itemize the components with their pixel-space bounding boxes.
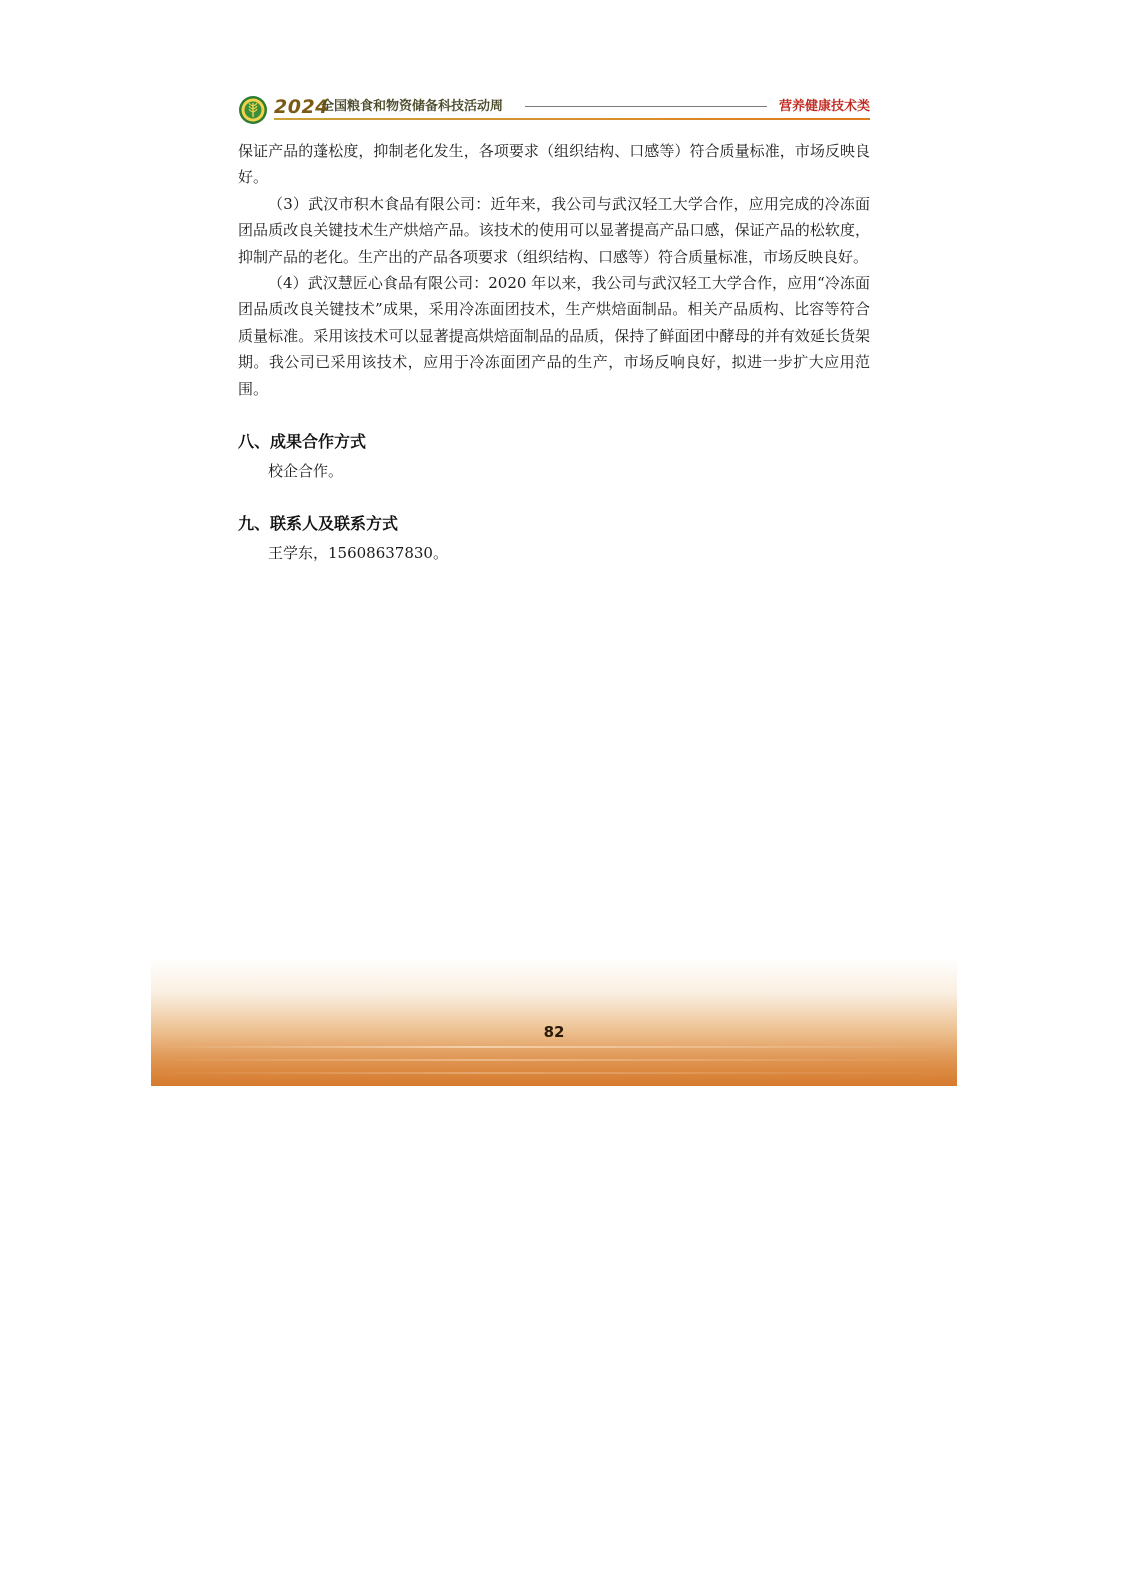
- footer-streak: [151, 1046, 957, 1048]
- document-body: [238, 138, 870, 567]
- section-body-cooperation: 校企合作。: [268, 462, 344, 481]
- paragraph-case-4: （4）武汉慧匠心食品有限公司：2020 年以来，我公司与武汉轻工大学合作，应用“冷冻面团品质改良关键技术”成果，采用冷冻面团技术，生产烘焙面制品。相关产品质构、比容等符合质量标准。采用该技术可以显著提高烘焙面制品的品质，保持了鲜面团中酵母的并有效延长货架期。我公司已采用该技术，应用于冷冻面团产品的生产，市场反响良好，拟进一步扩大应用范围。: [238, 274, 870, 398]
- header-event-title: 全国粮食和物资储备科技活动周: [321, 99, 504, 114]
- paragraph-case-3: （3）武汉市积木食品有限公司：近年来，我公司与武汉轻工大学合作，应用完成的冷冻面团品质改良关键技术生产烘焙产品。该技术的使用可以显著提高产品口感，保证产品的松软度，抑制产品的老化。生产出的产品各项要求（组织结构、口感等）符合质量标准，市场反映良好。: [238, 194, 870, 266]
- header-year: 2024: [274, 96, 329, 118]
- header-underline: [274, 118, 870, 120]
- page-header: [238, 92, 870, 128]
- page-footer-band: [151, 958, 957, 1086]
- section-heading-cooperation: 八、成果合作方式: [238, 432, 367, 452]
- paragraph-continuation: 保证产品的蓬松度，抑制老化发生，各项要求（组织结构、口感等）符合质量标准，市场反映良好。: [238, 142, 870, 187]
- wheat-emblem-icon: [238, 95, 268, 125]
- footer-streak: [151, 1059, 957, 1061]
- footer-streak: [151, 1072, 957, 1074]
- section-heading-contact: 九、联系人及联系方式: [238, 514, 399, 534]
- header-divider: [525, 106, 767, 107]
- page-number: 82: [543, 1023, 565, 1041]
- section-body-contact: 王学东，15608637830。: [268, 544, 448, 563]
- header-category: 营养健康技术类: [778, 99, 870, 114]
